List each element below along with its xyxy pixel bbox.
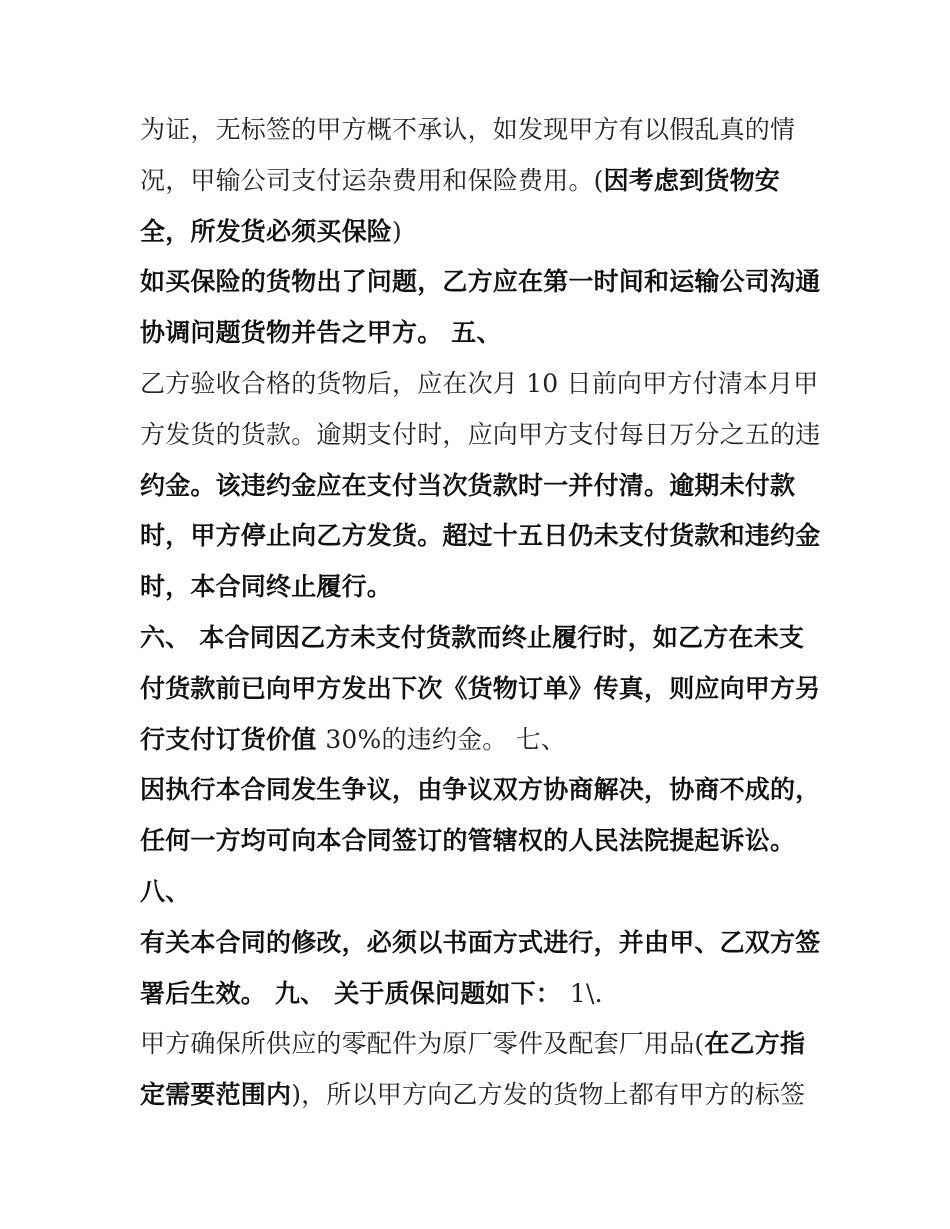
text-line	[140, 308, 830, 359]
text-segment: 甲方确保所供应的零配件为原厂零件及配套厂用品(	[140, 1029, 705, 1059]
text-segment: 30%的违约金。 七、	[325, 724, 567, 754]
text-segment: 如买保险的货物出了问题，乙方应在第一时间和运输公司沟通	[140, 267, 821, 297]
text-line	[140, 1019, 830, 1070]
text-segment: 署后生效。 九、 关于质保问题如下：	[140, 978, 570, 1008]
text-line	[140, 156, 830, 207]
text-segment: 因考虑到货物安	[603, 165, 780, 195]
text-line	[140, 511, 830, 562]
text-segment: 因执行本合同发生争议，由争议双方协商解决，协商不成的，	[140, 775, 821, 805]
text-line	[140, 816, 830, 867]
text-segment: 况，甲输公司支付运杂费用和保险费用。(	[140, 165, 604, 195]
text-segment: 任何一方均可向本合同签订的管辖权的人民法院提起诉讼。	[140, 826, 796, 856]
text-line	[140, 562, 830, 613]
text-line	[140, 1070, 830, 1121]
text-segment: 在乙方指	[704, 1029, 806, 1059]
text-segment: )	[392, 216, 402, 246]
text-segment: )，所以甲方向乙方发的货物上都有甲方的标签	[291, 1080, 806, 1110]
text-line	[140, 105, 830, 156]
text-segment: 方发货的货款。逾期支付时，应向甲方支付每日万分之五的违	[140, 419, 821, 449]
text-line	[140, 613, 830, 664]
text-line	[140, 969, 830, 1020]
text-line	[140, 359, 830, 410]
text-segment: 六、 本合同因乙方未支付货款而终止履行时，如乙方在未支	[140, 622, 805, 652]
text-line	[140, 664, 830, 715]
text-segment: 时，本合同终止履行。	[140, 572, 393, 602]
text-segment: 为证，无标签的甲方概不承认，如发现甲方有以假乱真的情	[140, 115, 796, 144]
text-segment: 行支付订货价值	[140, 724, 326, 754]
text-segment: 定需要范围内	[140, 1080, 292, 1110]
text-line	[140, 461, 830, 512]
text-segment: 付货款前已向甲方发出下次《货物订单》传真，则应向甲方另	[140, 673, 821, 703]
text-line	[140, 410, 830, 461]
document-body	[140, 105, 830, 1121]
text-segment: 协调问题货物并告之甲方。 五、	[140, 318, 502, 348]
text-segment: 八、	[140, 876, 191, 906]
text-segment: 全，所发货必须买保险	[140, 216, 393, 246]
text-segment: 1\.	[569, 978, 603, 1008]
text-segment: 约金。该违约金应在支付当次货款时一并付清。逾期未付款	[140, 470, 796, 500]
text-line	[140, 207, 830, 258]
text-line	[140, 765, 830, 816]
text-line	[140, 867, 830, 918]
text-line	[140, 257, 830, 308]
text-segment: 有关本合同的修改，必须以书面方式进行，并由甲、乙双方签	[140, 927, 821, 957]
text-line	[140, 918, 830, 969]
text-segment: 乙方验收合格的货物后，应在次月 10 日前向甲方付清本月甲	[140, 368, 819, 398]
text-segment: 时，甲方停止向乙方发货。超过十五日仍未支付货款和违约金	[140, 521, 821, 551]
text-line	[140, 715, 830, 766]
